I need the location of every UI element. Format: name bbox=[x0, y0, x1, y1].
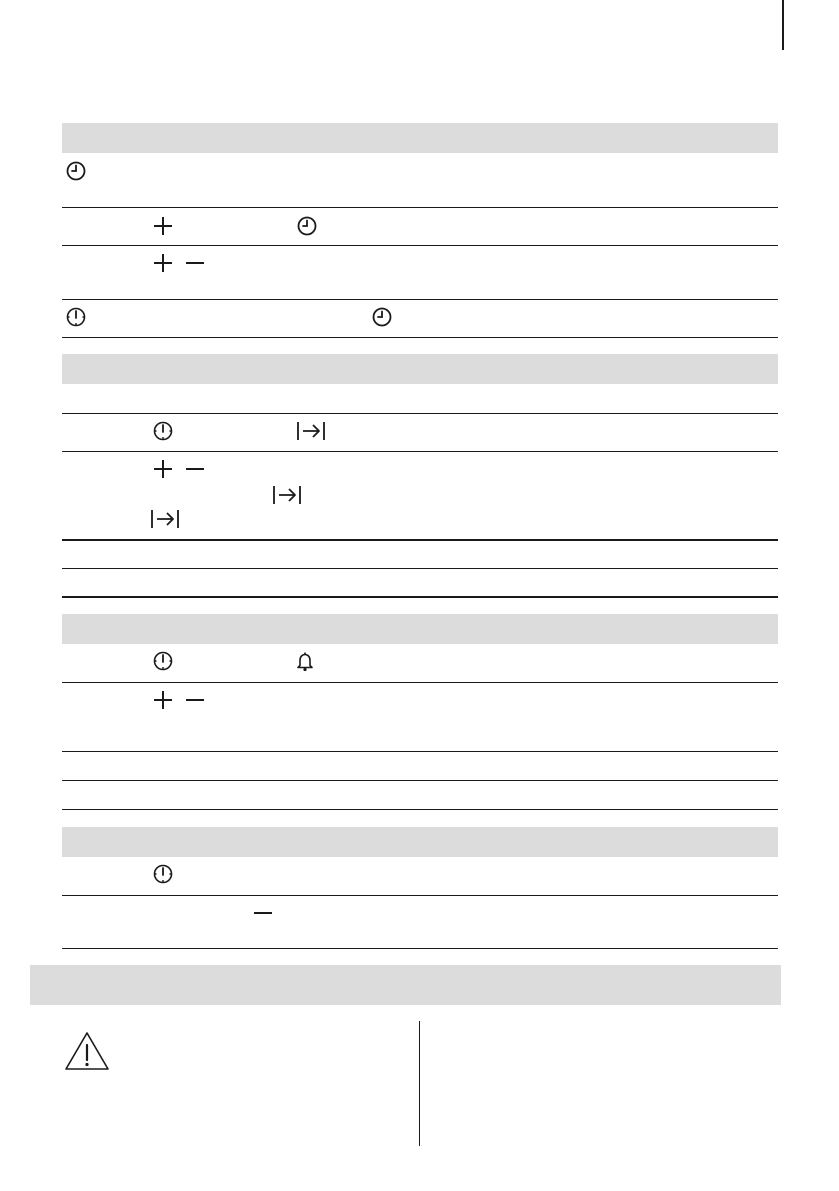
table-bottom-line bbox=[62, 809, 778, 810]
plus-icon bbox=[152, 689, 174, 711]
page-edge-mark bbox=[782, 0, 784, 50]
clock-icon bbox=[65, 160, 87, 182]
column-divider bbox=[419, 1021, 420, 1146]
table-row-divider bbox=[62, 895, 778, 896]
skip-to-end-icon bbox=[296, 420, 326, 442]
timer-icon bbox=[65, 306, 87, 328]
warning-triangle-icon bbox=[63, 1030, 111, 1072]
table-bottom-line bbox=[62, 539, 778, 541]
minus-icon bbox=[184, 252, 206, 274]
table-row-divider bbox=[62, 451, 778, 452]
table-row-divider bbox=[62, 299, 778, 300]
skip-to-end-icon bbox=[272, 484, 302, 506]
timer-icon bbox=[152, 420, 174, 442]
plus-icon bbox=[152, 252, 174, 274]
clock-icon bbox=[296, 215, 318, 237]
bell-icon bbox=[294, 650, 316, 672]
table-row-divider bbox=[62, 413, 778, 414]
plus-icon bbox=[152, 215, 174, 237]
skip-to-end-icon bbox=[150, 508, 180, 530]
table-header-band bbox=[62, 614, 778, 644]
section-heading-band bbox=[30, 965, 781, 1005]
table-bottom-line bbox=[62, 337, 778, 338]
table-row-divider bbox=[62, 568, 778, 569]
table-header-band bbox=[62, 123, 778, 153]
table-bottom-line bbox=[62, 596, 778, 598]
minus-icon bbox=[184, 689, 206, 711]
timer-icon bbox=[152, 863, 174, 885]
table-row-divider bbox=[62, 780, 778, 781]
minus-icon bbox=[252, 902, 274, 924]
clock-icon bbox=[371, 306, 393, 328]
table-row-divider bbox=[62, 245, 778, 246]
table-row-divider bbox=[62, 207, 778, 208]
table-row-divider bbox=[62, 682, 778, 683]
minus-icon bbox=[184, 458, 206, 480]
plus-icon bbox=[152, 458, 174, 480]
table-bottom-line bbox=[62, 948, 778, 949]
table-header-band bbox=[62, 354, 778, 384]
table-header-band bbox=[62, 827, 778, 857]
timer-icon bbox=[152, 650, 174, 672]
table-row-divider bbox=[62, 751, 778, 752]
